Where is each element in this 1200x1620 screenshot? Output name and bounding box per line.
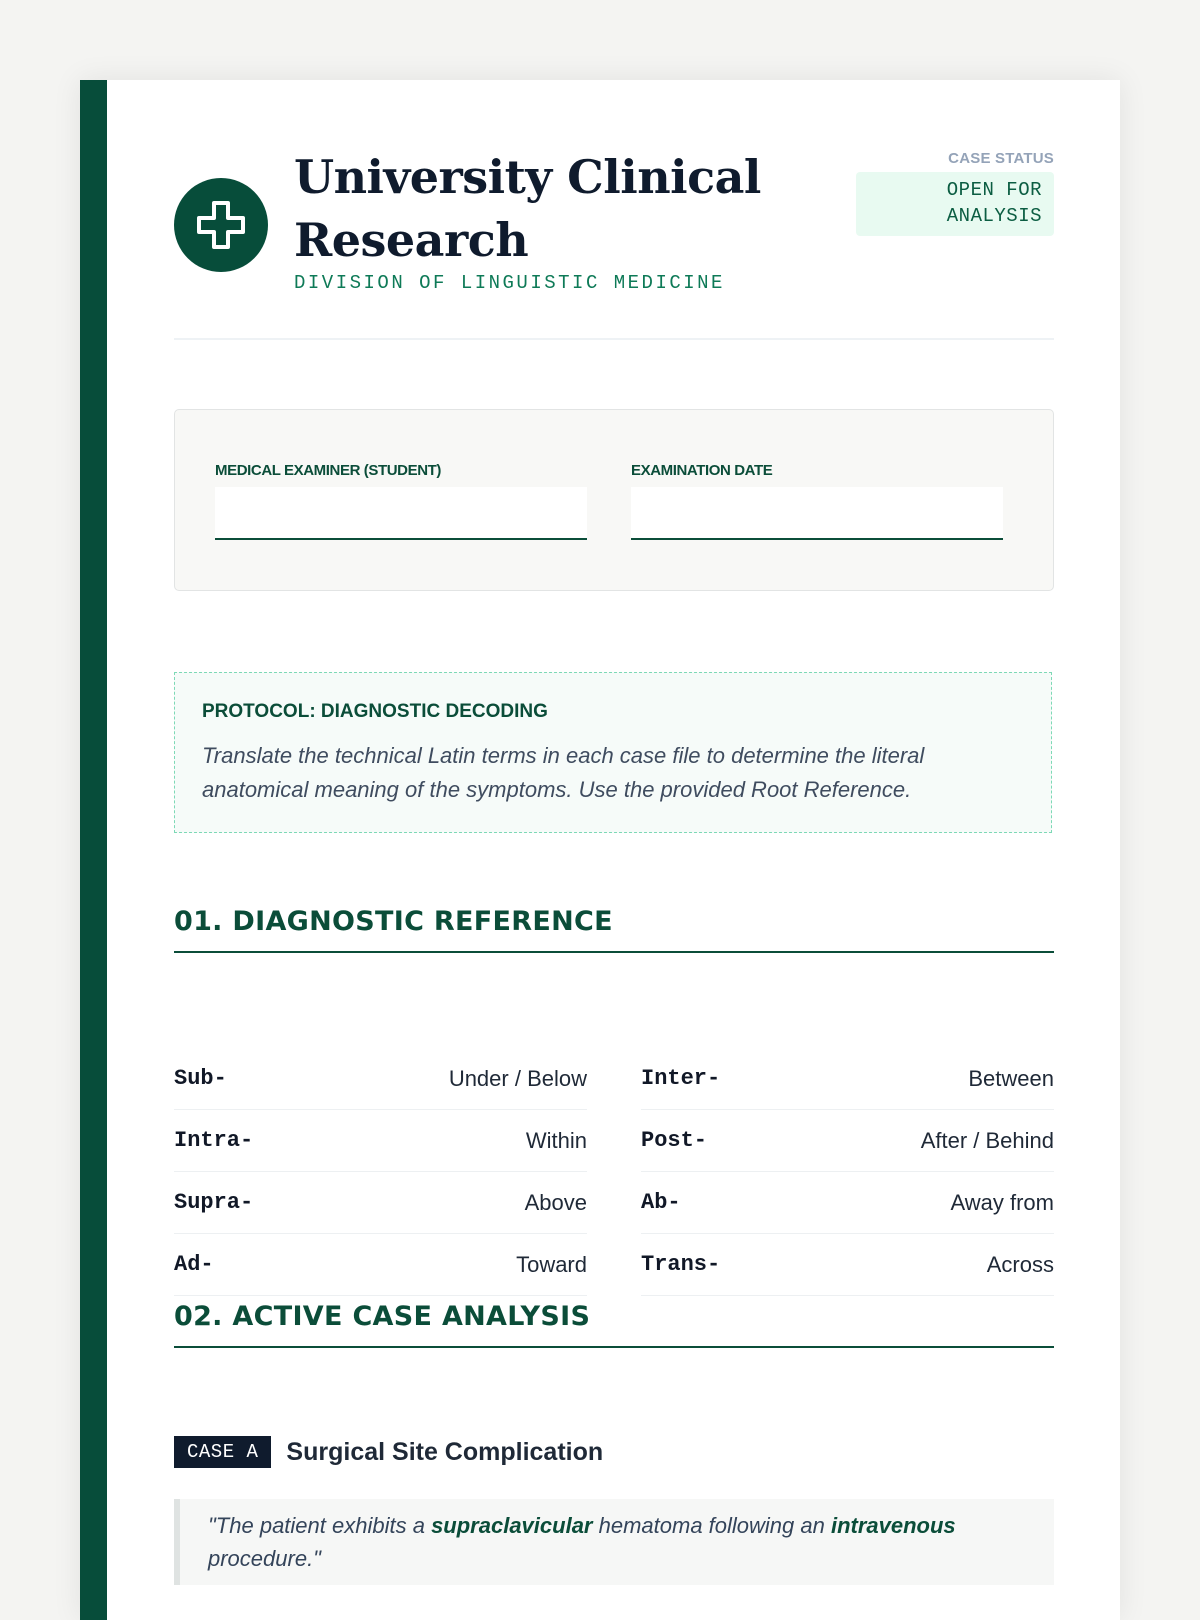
latin-root: Intra- — [174, 1128, 254, 1153]
quote-text: hematoma following an — [592, 1513, 831, 1538]
examiner-fields-panel — [174, 409, 1054, 591]
examination-date-label: EXAMINATION DATE — [631, 462, 773, 479]
reference-row — [641, 1234, 1054, 1296]
examiner-name-label: MEDICAL EXAMINER (STUDENT) — [215, 462, 441, 479]
latin-term: intravenous — [830, 1513, 956, 1538]
root-meaning: Across — [986, 1251, 1054, 1277]
protocol-title: PROTOCOL: DIAGNOSTIC DECODING — [202, 701, 548, 722]
reference-row — [641, 1110, 1054, 1172]
reference-row — [641, 1048, 1054, 1110]
division-subtitle: DIVISION OF LINGUISTIC MEDICINE — [294, 272, 725, 294]
root-meaning: Toward — [516, 1251, 587, 1277]
latin-term: supraclavicular — [431, 1513, 593, 1538]
latin-root: Supra- — [174, 1190, 254, 1215]
reference-heading: 01. DIAGNOSTIC REFERENCE — [174, 906, 1054, 953]
root-reference-grid — [174, 1048, 1054, 1296]
latin-root: Trans- — [641, 1252, 721, 1277]
root-meaning: Between — [968, 1065, 1054, 1091]
latin-root: Sub- — [174, 1066, 227, 1091]
root-meaning: Above — [524, 1189, 587, 1215]
case-header — [174, 1434, 603, 1470]
case-quote — [174, 1499, 1054, 1585]
protocol-box — [174, 672, 1052, 833]
quote-text: procedure." — [208, 1546, 321, 1571]
root-meaning: After / Behind — [920, 1127, 1054, 1153]
case-tag: CASE A — [174, 1436, 271, 1468]
root-meaning: Within — [525, 1127, 587, 1153]
case-status-badge: OPEN FOR ANALYSIS — [856, 172, 1054, 236]
worksheet-page — [80, 80, 1120, 1620]
case-title: Surgical Site Complication — [286, 1437, 604, 1466]
medical-cross-icon — [174, 178, 268, 272]
reference-row — [174, 1172, 587, 1234]
examiner-name-input[interactable] — [215, 487, 587, 540]
examination-date-group — [631, 462, 1003, 540]
examiner-name-group — [215, 462, 587, 540]
reference-row — [174, 1048, 587, 1110]
reference-row — [174, 1110, 587, 1172]
latin-root: Inter- — [641, 1066, 721, 1091]
reference-row — [174, 1234, 587, 1296]
quote-text: "The patient exhibits a — [208, 1513, 432, 1538]
latin-root: Ad- — [174, 1252, 214, 1277]
reference-row — [641, 1172, 1054, 1234]
case-status-label: CASE STATUS — [948, 150, 1054, 167]
accent-stripe — [80, 80, 107, 1620]
protocol-text: Translate the technical Latin terms in each case file to determine the literal anatomical meaning of the symptoms. Use the provided Root Reference. — [202, 743, 925, 802]
examination-date-input[interactable] — [631, 487, 1003, 540]
header-divider — [174, 338, 1054, 340]
latin-root: Post- — [641, 1128, 708, 1153]
root-meaning: Under / Below — [448, 1065, 587, 1091]
latin-root: Ab- — [641, 1190, 681, 1215]
root-meaning: Away from — [950, 1189, 1054, 1215]
page-title: University Clinical Research — [294, 150, 761, 267]
case-analysis-heading: 02. ACTIVE CASE ANALYSIS — [174, 1301, 1054, 1348]
